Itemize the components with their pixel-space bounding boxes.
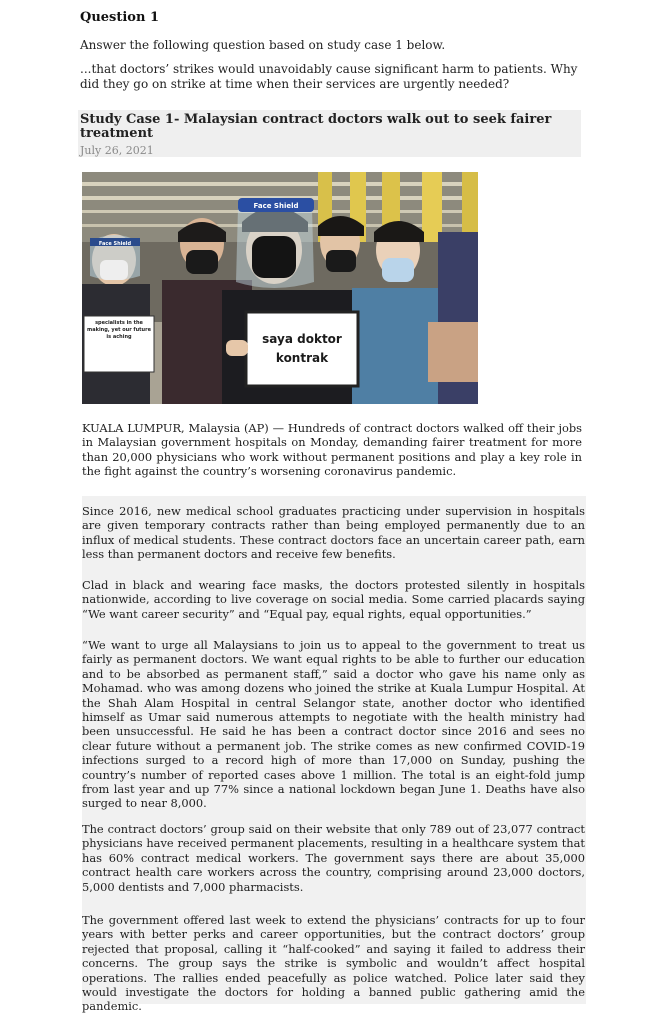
main-placard-line2: kontrak [275,351,329,365]
left-placard-text: specialists in the making, yet our future is aching [87,320,151,340]
case-study-title: Study Case 1- Malaysian contract doctors walk out to seek fairer treatment [80,112,552,141]
small-shield-label: Face Shield [98,241,132,247]
article-paragraph: The contract doctors’ group said on their website that only 789 out of 23,077 contract physicians have received permanent placements, resulting in a healthcare system that has 60% contract medical workers. The government says there are about 35,000 contract health care workers across the country, comprising around 23,000 doctors, 5,000 dentists and 7,000 pharmacists. [82,822,585,894]
article-paragraph: Since 2016, new medical school graduates practicing under supervision in hospitals are given temporary contracts rather than being employed permanently due to an influx of medical students. These contract doctors face an uncertain career path, earn less than permanent doctors and receive few benefits. [82,504,585,562]
face-shield-label: Face Shield [253,202,299,210]
article-paragraph: The government offered last week to extend the physicians’ contracts for up to four years with better perks and career opportunities, but the contract doctors’ group rejected that proposal, calling it “half-cooked” and saying it failed to address their concerns. The group says the strike is symbolic and wouldn’t affect hospital operations. The rallies ended peacefully as police watched. Police later said they would investigate the doctors for holding a banned public gathering amid the pandemic. [82,913,585,1014]
protest-photo [82,172,478,404]
article-paragraph: Clad in black and wearing face masks, the doctors protested silently in hospitals nationwide, according to live coverage on social media. Some carried placards saying “We want career security” and “Equal pay, equal rights, equal opportunities.” [82,578,585,621]
question-title: Question 1 [80,10,160,25]
case-study-header [78,110,581,157]
article-paragraph: KUALA LUMPUR, Malaysia (AP) — Hundreds of contract doctors walked off their jobs in Malaysian government hospitals on Monday, demanding fairer treatment for more than 20,000 physicians who work without permanent positions and play a key role in the fight against the country’s worsening coronavirus pandemic. [82,421,582,479]
question-instruction: Answer the following question based on study case 1 below. [80,38,446,52]
case-study-date: July 26, 2021 [80,144,154,157]
protest-photo-illustration [82,172,478,404]
article-paragraph: “We want to urge all Malaysians to join us to appeal to the government to treat us fairly as permanent doctors. We want equal rights to be able to further our education and to be absorbed as permanent staff,” said a doctor who gave his name only as Mohamad. who was among dozens who joined the strike at Kuala Lumpur Hospital. At the Shah Alam Hospital in central Selangor state, another doctor who identified himself as Umar said numerous attempts to negotiate with the health ministry had been unsuccessful. He said he has been a contract doctor since 2016 and sees no clear future without a permanent job. The strike comes as new confirmed COVID-19 infections surged to a record high of more than 17,000 on Sunday, pushing the country’s number of reported cases above 1 million. The total is an eight-fold jump from last year and up 77% since a national lockdown began June 1. Deaths have also surged to near 8,000. [82,638,585,811]
question-text: ...that doctors’ strikes would unavoidably cause significant harm to patients. Why did they go on strike at time when their services are urgently needed? [80,62,578,91]
main-placard-line1: saya doktor [262,332,342,346]
